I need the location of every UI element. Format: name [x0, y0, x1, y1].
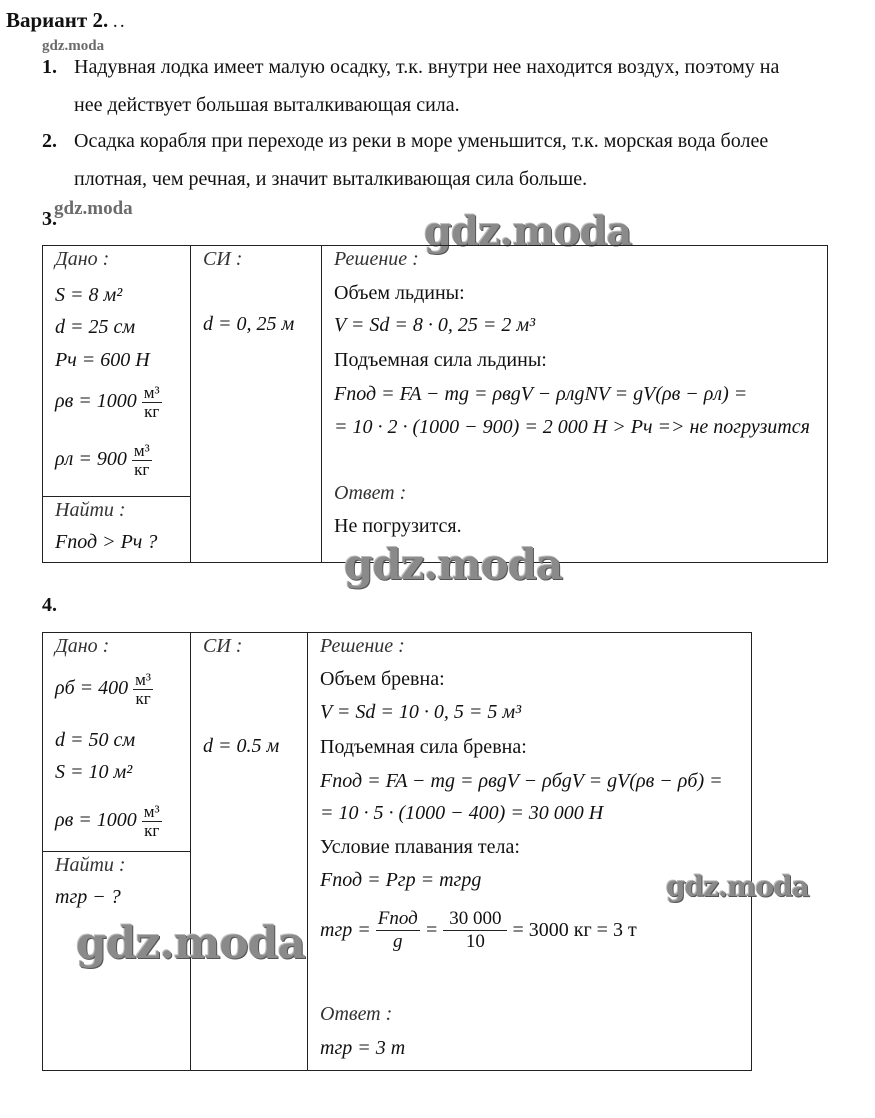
watermark-small: gdz.moda [42, 38, 105, 54]
q3-find-cell [43, 497, 191, 563]
q4-find-value: mгр − ? [55, 886, 121, 908]
q3-given-d: d = 25 см [55, 316, 136, 338]
q4-si-label: СИ : [203, 635, 243, 657]
q3-solution-table [42, 245, 828, 563]
q4-frac-v-num: 30 000 [443, 908, 507, 931]
q4-unit-frac-1 [133, 671, 153, 708]
q3-unit-num-2: м³ [133, 441, 150, 460]
q4-frac-f [376, 908, 420, 953]
q3-number: 3. [42, 208, 57, 230]
q3-answer-label: Ответ : [334, 482, 407, 504]
q3-given-cell [43, 246, 191, 497]
q3-rho-v-text: ρв = 1000 [55, 390, 137, 413]
q1-line1: Надувная лодка имеет малую осадку, т.к. внутри нее находится воздух, поэтому на [74, 56, 780, 78]
q4-sol-line-7: Fпод = Pгр = mгрg [320, 869, 482, 891]
q3-sol-line-3: Подъемная сила льдины: [334, 349, 547, 371]
q4-sol-line-3: Подъемная сила бревна: [320, 736, 527, 758]
q4-si-value: d = 0.5 м [203, 735, 280, 757]
q4-frac-v-den: 10 [465, 931, 485, 952]
title-text: Вариант 2. [6, 8, 109, 32]
q3-solution-cell [322, 246, 828, 563]
q4-unit-num-2: м³ [143, 802, 160, 821]
q4-given-label: Дано : [55, 635, 110, 657]
q4-frac-v [443, 908, 507, 953]
q3-sol-line-2: V = Sd = 8 · 0, 25 = 2 м³ [334, 314, 536, 336]
q3-unit-num-1: м³ [143, 383, 160, 402]
q3-find-value: Fпод > Pч ? [55, 531, 158, 553]
q4-given-d: d = 50 см [55, 729, 136, 751]
q3-sol-line-4: Fпод = FA − mg = ρвgV − ρлgNV = gV(ρв − ρл) = [334, 383, 748, 405]
q3-given-rho-l [55, 442, 152, 479]
q3-sol-line-5: = 10 · 2 · (1000 − 900) = 2 000 Н > Pч => не погрузится [334, 416, 810, 438]
q4-sol-line-5: = 10 · 5 · (1000 − 400) = 30 000 Н [320, 802, 604, 824]
q4-rho-b-text: ρб = 400 [55, 677, 129, 700]
q4-find-label: Найти : [55, 854, 126, 876]
q4-sol-line-4: Fпод = FA − mg = ρвgV − ρбgV = gV(ρв − ρб) = [320, 770, 723, 792]
q1-text [74, 48, 779, 124]
q3-given-rho-v [55, 384, 162, 421]
q3-unit-frac-2 [132, 442, 152, 479]
watermark-big-1: gdz.moda [424, 208, 632, 255]
watermark-big-3: gdz.moda [666, 870, 809, 903]
q2-number: 2. [42, 130, 57, 152]
q3-given-s: S = 8 м² [55, 284, 123, 306]
q4-solution-table [42, 632, 752, 1071]
q4-given-cell [43, 633, 191, 852]
q4-unit-frac-2 [142, 803, 162, 840]
q3-given-label: Дано : [55, 248, 110, 270]
q1-line2: нее действует большая выталкивающая сила. [74, 94, 460, 116]
q4-sol-line-1: Объем бревна: [320, 668, 445, 690]
q4-answer: mгр = 3 т [320, 1037, 406, 1059]
q1-number: 1. [42, 56, 57, 78]
q4-number: 4. [42, 594, 57, 616]
q3-answer: Не погрузится. [334, 515, 462, 537]
q3-solution-label: Решение : [334, 248, 419, 270]
q3-unit-frac-1 [142, 384, 162, 421]
q4-frac-f-den: g [392, 931, 403, 952]
q4-sol-line-2: V = Sd = 10 · 0, 5 = 5 м³ [320, 701, 522, 723]
q3-si-cell [191, 246, 322, 563]
q4-rho-v-text: ρв = 1000 [55, 809, 137, 832]
page-title [6, 8, 124, 33]
q3-unit-den-1: кг [144, 402, 160, 421]
q4-solution-cell [308, 633, 752, 1071]
q3-si-value: d = 0, 25 м [203, 313, 295, 335]
watermark-big-4: gdz.moda [76, 918, 306, 969]
q4-eq: = [424, 919, 439, 941]
q3-given-p: Pч = 600 Н [55, 349, 150, 371]
q4-unit-den-1: кг [135, 689, 151, 708]
q4-given-rho-b [55, 671, 153, 708]
q4-unit-num-1: м³ [135, 670, 152, 689]
watermark-big-2: gdz.moda [344, 540, 563, 589]
q3-find-label: Найти : [55, 499, 126, 521]
q3-sol-line-1: Объем льдины: [334, 282, 465, 304]
q4-given-rho-v [55, 803, 162, 840]
q2-text [74, 122, 768, 198]
q4-sol-line-6: Условие плавания тела: [320, 836, 520, 858]
q4-sol-formula [320, 908, 637, 953]
q3-si-label: СИ : [203, 248, 243, 270]
title-dots: . . [113, 16, 124, 31]
watermark-small-2: gdz.moda [54, 198, 133, 219]
q4-solution-label: Решение : [320, 635, 405, 657]
q2-line2: плотная, чем речная, и значит выталкивающая сила больше. [74, 168, 588, 190]
q4-si-cell [191, 633, 308, 1071]
q3-unit-den-2: кг [134, 460, 150, 479]
q3-rho-l-text: ρл = 900 [55, 448, 127, 471]
q4-unit-den-2: кг [144, 821, 160, 840]
q4-result: = 3000 кг = 3 т [512, 919, 637, 941]
q2-line1: Осадка корабля при переходе из реки в море уменьшится, т.к. морская вода более [74, 130, 769, 152]
q4-answer-label: Ответ : [320, 1003, 393, 1025]
q4-frac-f-num: Fпод [377, 908, 418, 929]
q4-m-lhs: mгр = [320, 919, 371, 941]
q4-given-s: S = 10 м² [55, 761, 133, 783]
